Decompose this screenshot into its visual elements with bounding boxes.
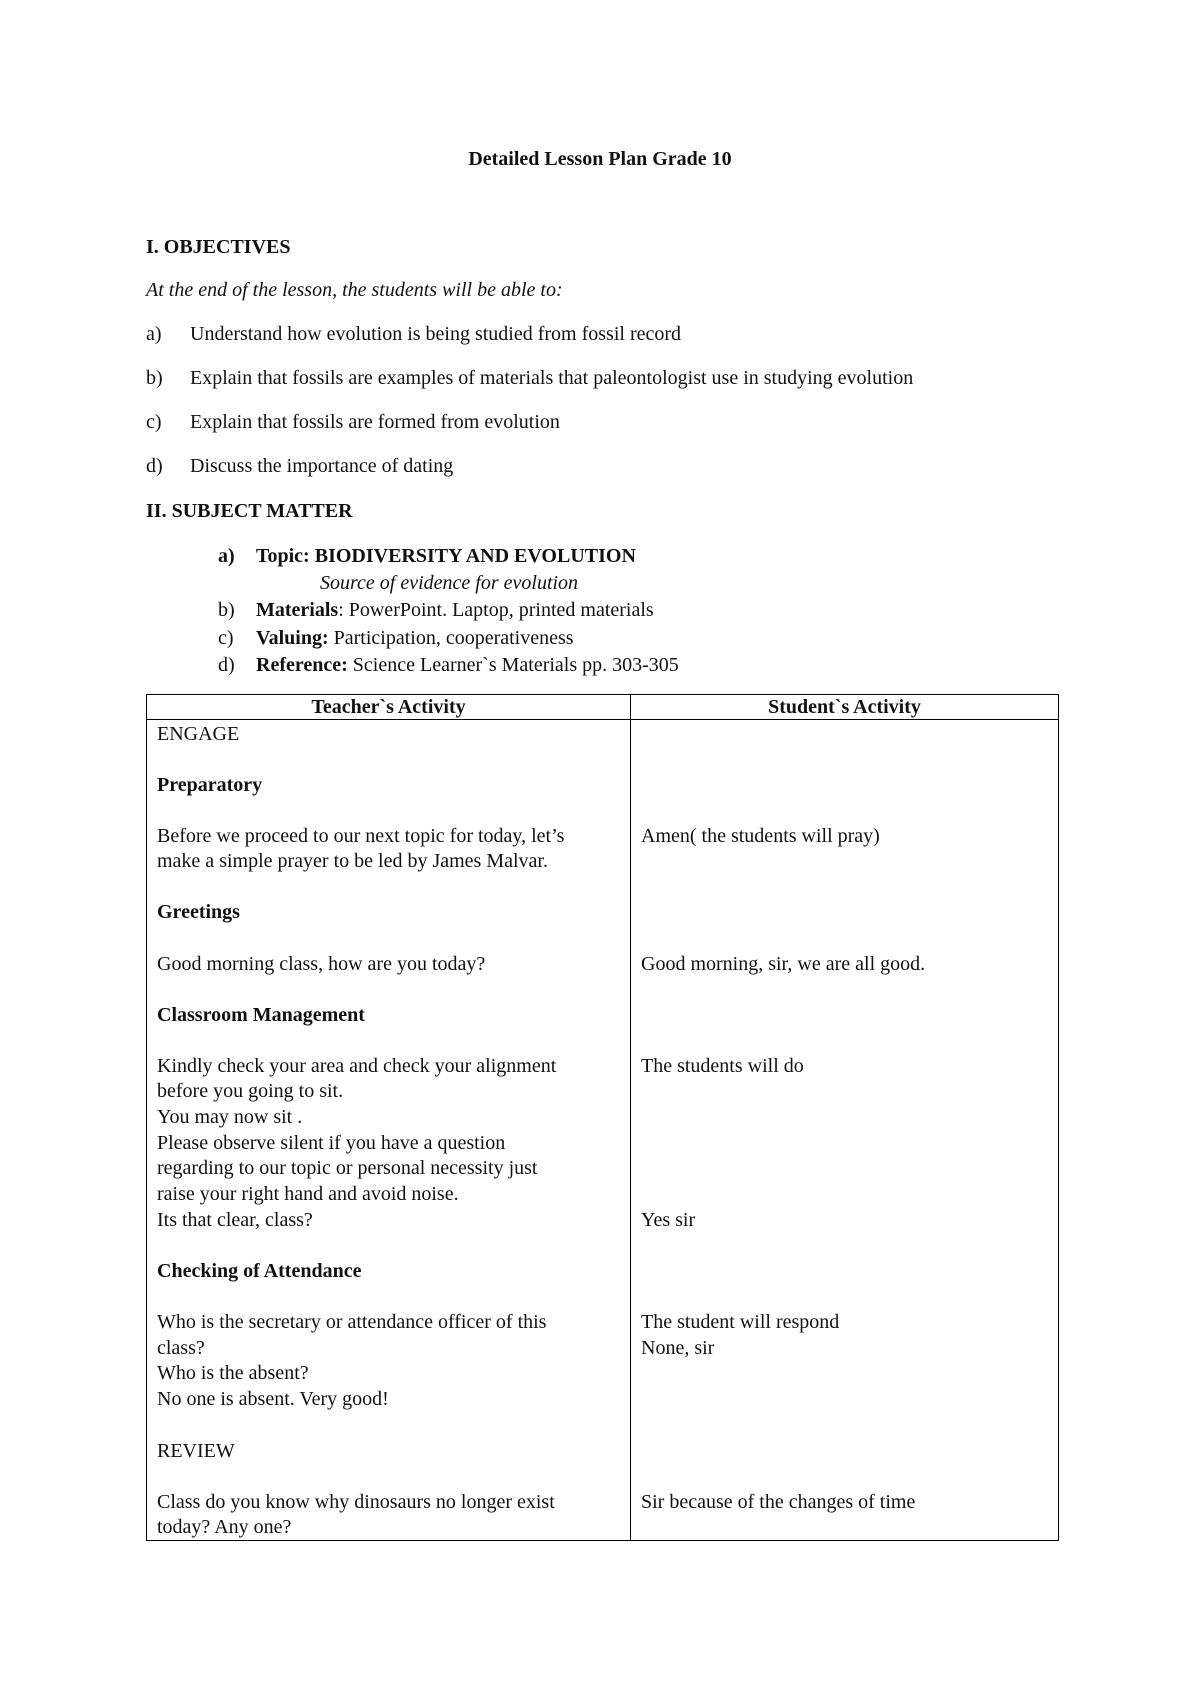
attendance-heading: Checking of Attendance [157,1260,362,1282]
objective-letter: c) [146,411,162,433]
student-line: Sir because of the changes of time [641,1491,916,1513]
objective-letter: a) [146,323,162,345]
engage-heading: ENGAGE [157,723,240,745]
teacher-line: Before we proceed to our next topic for today, let’s [157,825,565,847]
teacher-line: make a simple prayer to be led by James Malvar. [157,850,548,872]
student-activity-header: Student`s Activity [631,695,1059,720]
teacher-line: Please observe silent if you have a question [157,1132,506,1154]
teacher-line: Kindly check your area and check your alignment [157,1055,557,1077]
student-line: Amen( the students will pray) [641,825,880,847]
objectives-heading: I. OBJECTIVES [146,236,291,258]
objectives-intro: At the end of the lesson, the students will be able to: [146,279,563,301]
reference-value: Science Learner`s Materials pp. 303-305 [347,654,679,676]
valuing-value: Participation, cooperativeness [328,627,574,649]
teacher-line: Its that clear, class? [157,1209,313,1231]
materials-label: Materials [256,599,339,621]
greetings-heading: Greetings [157,901,240,923]
teacher-line: Who is the secretary or attendance officer of this [157,1311,547,1333]
teacher-activity-header: Teacher`s Activity [147,695,631,720]
topic-line [256,545,636,568]
teacher-line: raise your right hand and avoid noise. [157,1183,459,1205]
materials-line [256,599,654,622]
objective-text: Explain that fossils are formed from evolution [190,411,560,433]
topic-label: Topic: [256,545,310,567]
reference-line [256,654,679,677]
review-heading: REVIEW [157,1440,235,1462]
materials-value: : PowerPoint. Laptop, printed materials [338,599,654,621]
teacher-line: Good morning class, how are you today? [157,953,486,975]
teacher-line: today? Any one? [157,1516,292,1538]
teacher-line: No one is absent. Very good! [157,1388,389,1410]
valuing-letter: c) [218,627,234,649]
activity-table [146,694,1059,1541]
objective-text: Discuss the importance of dating [190,455,454,477]
teacher-activity-cell [147,720,631,1541]
objective-letter: d) [146,455,163,477]
subject-matter-heading: II. SUBJECT MATTER [146,500,353,522]
student-line: Yes sir [641,1209,696,1231]
teacher-line: regarding to our topic or personal necessity just [157,1157,538,1179]
student-line: The student will respond [641,1311,840,1333]
topic-subtitle: Source of evidence for evolution [320,572,579,594]
teacher-line: Who is the absent? [157,1362,309,1384]
valuing-label: Valuing: [256,627,329,649]
teacher-line: before you going to sit. [157,1080,344,1102]
student-line: Good morning, sir, we are all good. [641,953,926,975]
preparatory-heading: Preparatory [157,774,263,796]
teacher-line: You may now sit . [157,1106,303,1128]
teacher-line: Class do you know why dinosaurs no longer exist [157,1491,555,1513]
topic-value: BIODIVERSITY AND EVOLUTION [314,545,636,567]
student-activity-cell [631,720,1059,1541]
objective-text: Explain that fossils are examples of materials that paleontologist use in studying evolution [190,367,914,389]
student-line: The students will do [641,1055,804,1077]
reference-label: Reference: [256,654,348,676]
reference-letter: d) [218,654,235,676]
objective-text: Understand how evolution is being studied from fossil record [190,323,682,345]
document-title: Detailed Lesson Plan Grade 10 [468,148,732,170]
table-header-row [147,695,1059,720]
topic-letter: a) [218,545,235,567]
objective-letter: b) [146,367,163,389]
classroom-management-heading: Classroom Management [157,1004,365,1026]
table-row [147,720,1059,1541]
student-line: None, sir [641,1337,715,1359]
teacher-line: class? [157,1337,205,1359]
materials-letter: b) [218,599,235,621]
valuing-line [256,627,574,650]
